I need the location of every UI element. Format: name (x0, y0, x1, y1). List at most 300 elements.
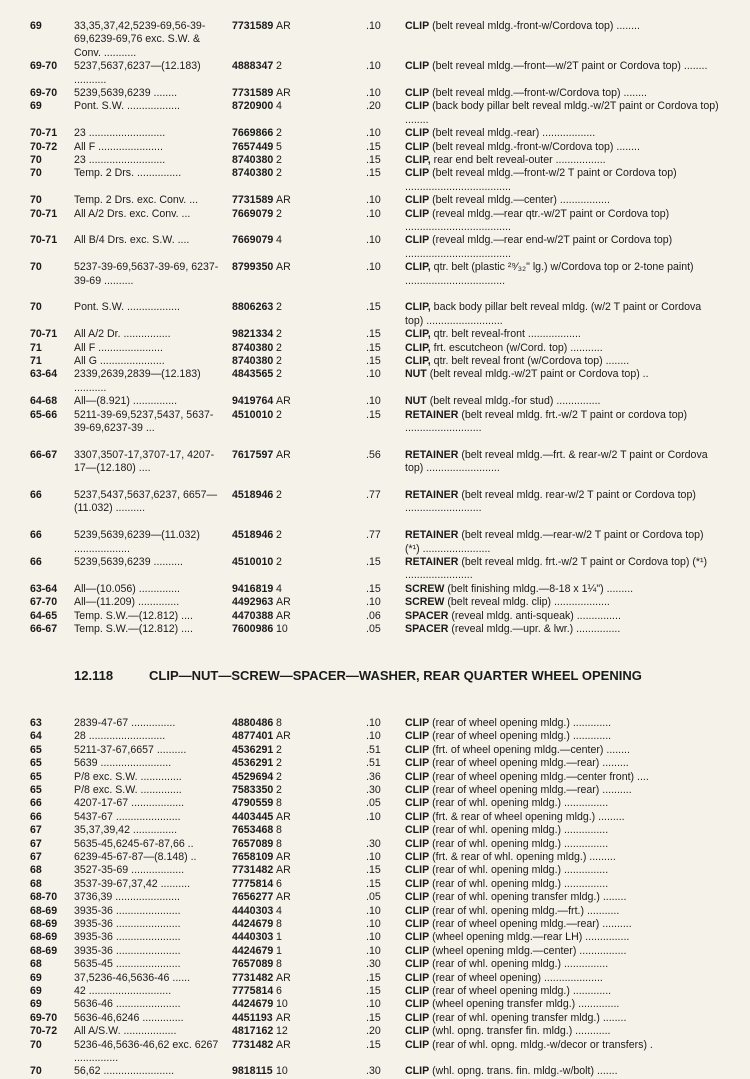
part-name: CLIP (405, 194, 430, 207)
part-number: 4888347 (232, 60, 274, 73)
quantity: 2 (276, 489, 282, 501)
model-year: 67 (30, 851, 42, 863)
part-number: 7669079 (232, 234, 274, 247)
part-number: 7657089 (232, 958, 274, 971)
quantity: 8 (276, 918, 282, 930)
price: .10 (366, 931, 381, 944)
part-description (405, 851, 721, 864)
table-row (0, 878, 750, 891)
quantity: 12 (276, 1025, 288, 1038)
quantity: 4 (276, 100, 282, 113)
quantity: AR (276, 971, 291, 984)
part-detail: (belt reveal mldg.—front-w/2 T paint or Cordova top) .................................... (405, 167, 677, 193)
part-number: 4518946 (232, 489, 274, 501)
part-number: 4492963 (232, 596, 274, 609)
table-row (0, 301, 750, 328)
part-detail: (reveal mldg.—rear qtr.-w/2T paint or Cordova top) .................................... (405, 207, 670, 233)
model-applicability: 3537-39-67,37,42 .......... (74, 877, 191, 890)
part-number: 4880486 (232, 717, 274, 729)
part-number: 8720900 (232, 100, 274, 113)
table-row (0, 449, 750, 489)
price: .20 (366, 1025, 381, 1038)
model-year: 70 (30, 1038, 42, 1051)
model-year: 64-68 (30, 395, 58, 408)
part-name: CLIP (405, 757, 430, 770)
model-applicability: 23 .......................... (74, 154, 166, 166)
table-row (0, 958, 750, 971)
part-name: RETAINER (405, 556, 459, 568)
model-applicability: 5239,5639,6239—(11.032) ................... (74, 529, 200, 555)
table-row (0, 945, 750, 958)
part-description (405, 489, 721, 516)
quantity: 1 (276, 931, 282, 944)
part-description (405, 878, 721, 891)
quantity: 2 (276, 154, 282, 166)
part-name: CLIP (405, 971, 430, 984)
part-name: CLIP, (405, 355, 431, 367)
model-applicability: 35,37,39,42 ............... (74, 824, 178, 837)
model-year: 69 (30, 971, 42, 984)
model-applicability: Temp. S.W.—(12.812) .... (74, 623, 193, 635)
model-year: 68-69 (30, 904, 58, 917)
table-row (0, 194, 750, 207)
price: .15 (366, 328, 381, 341)
table-row (0, 596, 750, 609)
part-description (405, 583, 721, 596)
part-description (405, 556, 721, 583)
model-applicability: 5239,5639,6239 .......... (74, 556, 183, 568)
part-description (405, 100, 721, 127)
table-row (0, 744, 750, 757)
model-year: 70 (30, 167, 42, 180)
model-year: 68-69 (30, 931, 58, 944)
part-detail: rear end belt reveal-outer ................. (433, 154, 606, 166)
part-detail: (rear of whl. opening mldg.) ............... (432, 797, 609, 810)
model-applicability: 5437-67 ...................... (74, 810, 181, 823)
part-number: 7731589 (232, 20, 274, 32)
model-applicability: 3935-36 ...................... (74, 931, 181, 944)
model-applicability: 3935-36 ...................... (74, 904, 181, 917)
table-row (0, 1065, 750, 1078)
part-name: CLIP (405, 944, 430, 957)
model-applicability: All—(8.921) ............... (74, 395, 178, 408)
part-description (405, 744, 721, 757)
part-number: 4817162 (232, 1025, 274, 1038)
part-description (405, 87, 721, 100)
part-detail: frt. escutcheon (w/Cord. top) ........... (433, 341, 603, 354)
price: .05 (366, 797, 381, 810)
part-name: CLIP (405, 1038, 430, 1051)
part-number: 4536291 (232, 743, 274, 756)
part-name: RETAINER (405, 448, 459, 461)
part-name: CLIP (405, 167, 430, 180)
price: .77 (366, 489, 381, 501)
model-applicability: 5237,5637,6237—(12.183) ........... (74, 60, 201, 86)
price: .15 (366, 864, 381, 877)
price: .10 (366, 717, 381, 729)
price: .10 (366, 20, 381, 32)
part-detail: (rear of wheel opening mldg.) ............. (432, 985, 612, 997)
model-applicability: 23 .......................... (74, 127, 166, 140)
price: .10 (366, 904, 381, 917)
table-row (0, 717, 750, 730)
table-row (0, 1012, 750, 1025)
table-row (0, 918, 750, 931)
part-description (405, 1065, 721, 1078)
part-number: 4424679 (232, 998, 274, 1011)
part-name: CLIP (405, 810, 430, 823)
model-year: 66-67 (30, 448, 58, 461)
quantity: 8 (276, 797, 282, 810)
part-description (405, 918, 721, 931)
part-detail: (rear of whl. opng. mldg.-w/decor or transfers) . (432, 1038, 653, 1051)
quantity: 10 (276, 1065, 288, 1078)
part-detail: (belt reveal mldg. frt.-w/2 T paint or cordova top) .......................... (405, 408, 688, 434)
part-description (405, 811, 721, 824)
model-year: 68-70 (30, 891, 58, 904)
part-description (405, 1025, 721, 1038)
quantity: 2 (276, 743, 282, 756)
quantity: 2 (276, 355, 282, 367)
part-detail: (belt reveal mldg.-front-w/Cordova top) ........ (432, 20, 640, 32)
quantity: 2 (276, 301, 282, 314)
quantity: 2 (276, 328, 282, 341)
price: .15 (366, 154, 381, 166)
part-number: 4403445 (232, 810, 274, 823)
part-number: 9821334 (232, 328, 274, 341)
part-name: RETAINER (405, 529, 459, 542)
part-description (405, 328, 721, 341)
part-number: 4424679 (232, 918, 274, 930)
part-name: CLIP (405, 730, 430, 743)
model-applicability: 2839-47-67 ............... (74, 717, 176, 729)
part-description (405, 838, 721, 851)
price: .30 (366, 1065, 381, 1078)
quantity: AR (276, 261, 291, 274)
table-row (0, 730, 750, 743)
model-applicability: All F ...................... (74, 140, 163, 153)
part-detail: (belt reveal mldg.—front—w/2T paint or Cordova top) ........ (432, 60, 708, 73)
part-detail: (wheel opening mldg.—rear LH) ............... (432, 931, 630, 944)
table-row (0, 154, 750, 167)
part-description (405, 824, 721, 837)
table-row (0, 811, 750, 824)
model-applicability: 37,5236-46,5636-46 ...... (74, 971, 191, 984)
part-detail: (whl. opng. trans. fin. mldg.-w/bolt) ....... (432, 1065, 618, 1078)
price: .10 (366, 730, 381, 743)
part-description (405, 596, 721, 609)
model-applicability: 42 ............................ (74, 985, 172, 997)
price: .10 (366, 851, 381, 863)
part-name: CLIP (405, 998, 430, 1011)
quantity: AR (276, 1011, 291, 1024)
model-year: 66 (30, 556, 42, 568)
model-applicability: 2339,2639,2839—(12.183) ........... (74, 368, 201, 394)
model-applicability: 28 .......................... (74, 730, 166, 743)
part-detail: (reveal mldg. anti-squeak) ............... (451, 609, 621, 622)
part-detail: (belt reveal mldg. frt.-w/2 T paint or Cordova top) (*¹) ....................... (405, 556, 708, 582)
part-name: CLIP, (405, 341, 431, 354)
part-name: CLIP (405, 797, 430, 810)
model-year: 69 (30, 100, 42, 113)
quantity: 2 (276, 127, 282, 140)
part-name: CLIP (405, 717, 430, 729)
model-year: 70 (30, 301, 42, 314)
price: .15 (366, 301, 381, 314)
model-year: 69-70 (30, 1011, 58, 1024)
part-name: CLIP (405, 904, 430, 917)
table-row (0, 757, 750, 770)
part-number: 4440303 (232, 904, 274, 917)
part-name: CLIP (405, 87, 430, 99)
quantity: AR (276, 20, 291, 32)
part-name: CLIP (405, 140, 430, 153)
part-number: 7658109 (232, 851, 274, 863)
part-name: CLIP (405, 60, 430, 73)
price: .15 (366, 985, 381, 997)
part-description (405, 1012, 721, 1025)
price: .10 (366, 368, 381, 381)
quantity: AR (276, 596, 291, 609)
part-detail: (frt. & rear of whl. opening mldg.) ......... (432, 851, 616, 863)
part-name: CLIP (405, 918, 430, 930)
part-description (405, 998, 721, 1011)
part-description (405, 610, 721, 623)
table-row (0, 797, 750, 810)
model-year: 69 (30, 985, 42, 997)
part-name: CLIP (405, 127, 430, 140)
part-detail: (rear of wheel opening mldg.—rear) .......... (432, 918, 632, 930)
table-row (0, 1025, 750, 1038)
price: .15 (366, 582, 381, 595)
part-number: 7617597 (232, 448, 274, 461)
model-applicability: Pont. S.W. .................. (74, 100, 180, 113)
model-applicability: P/8 exc. S.W. .............. (74, 784, 182, 796)
part-detail: (wheel opening transfer mldg.) .............. (432, 998, 620, 1011)
part-name: CLIP (405, 1025, 430, 1038)
quantity: 2 (276, 784, 282, 796)
part-name: CLIP (405, 1065, 430, 1078)
table-row (0, 328, 750, 341)
table-row (0, 208, 750, 235)
table-row (0, 60, 750, 87)
table-row (0, 234, 750, 261)
part-detail: (rear of wheel opening mldg.—rear) ......... (432, 757, 629, 770)
part-description (405, 623, 721, 636)
part-detail: (belt reveal mldg.-w/2T paint or Cordova top) .. (429, 368, 649, 381)
model-year: 70-71 (30, 234, 58, 247)
part-number: 4510010 (232, 556, 274, 568)
quantity: 2 (276, 757, 282, 770)
part-name: RETAINER (405, 489, 459, 501)
model-applicability: 5635-45,6245-67-87,66 .. (74, 837, 194, 850)
part-detail: (belt reveal mldg.—rear-w/2 T paint or Cordova top) (*¹) ....................... (405, 529, 704, 555)
quantity: 2 (276, 368, 282, 381)
price: .06 (366, 609, 381, 622)
model-applicability: 5239,5639,6239 ........ (74, 87, 178, 99)
part-description (405, 958, 721, 971)
model-applicability: 5236-46,5636-46,62 exc. 6267 ............... (74, 1038, 219, 1064)
quantity: 8 (276, 824, 282, 837)
part-detail: (rear of whl. opening transfer mldg.) ........ (432, 891, 627, 904)
part-name: CLIP (405, 770, 430, 783)
model-applicability: All A/2 Dr. ................ (74, 328, 171, 341)
part-detail: (belt finishing mldg.—8-18 x 1¼") ......... (447, 582, 634, 595)
price: .10 (366, 127, 381, 140)
model-applicability: 33,35,37,42,5239-69,56-39-69,6239-69,76 exc. S.W. & Conv. ........... (74, 20, 206, 59)
quantity: 5 (276, 140, 282, 153)
part-description (405, 931, 721, 944)
part-name: CLIP, (405, 261, 431, 274)
table-row (0, 342, 750, 355)
part-number: 7731482 (232, 1038, 274, 1051)
price: .15 (366, 1038, 381, 1051)
part-number: 8740380 (232, 341, 274, 354)
price: .15 (366, 1011, 381, 1024)
part-name: CLIP (405, 20, 430, 32)
part-name: CLIP, (405, 301, 431, 314)
section-number: 12.118 (74, 668, 114, 683)
model-applicability: All—(11.209) .............. (74, 596, 180, 609)
part-description (405, 368, 721, 381)
quantity: AR (276, 810, 291, 823)
part-detail: (rear of whl. opening transfer mldg.) ........ (432, 1011, 627, 1024)
table-row (0, 891, 750, 904)
part-description (405, 945, 721, 958)
quantity: 10 (276, 998, 288, 1011)
part-description (405, 355, 721, 368)
model-applicability: All A/S.W. .................. (74, 1025, 177, 1038)
part-description (405, 730, 721, 743)
part-name: NUT (405, 395, 427, 408)
price: .15 (366, 556, 381, 568)
part-number: 7731482 (232, 864, 274, 877)
part-detail: (rear of whl. opening mldg.) ............... (432, 864, 609, 877)
model-year: 70 (30, 194, 42, 207)
quantity: 2 (276, 556, 282, 568)
table-row (0, 100, 750, 127)
table-row (0, 368, 750, 395)
quantity: 2 (276, 167, 282, 180)
price: .10 (366, 261, 381, 274)
model-year: 69-70 (30, 60, 58, 73)
part-detail: (belt reveal mldg.-for stud) ............... (429, 395, 601, 408)
part-description (405, 167, 721, 194)
model-year: 70-71 (30, 207, 58, 220)
part-detail: (rear of wheel opening mldg.—center front) .... (432, 770, 649, 783)
part-description (405, 60, 721, 73)
price: .10 (366, 60, 381, 73)
part-name: CLIP (405, 207, 430, 220)
part-detail: qtr. belt reveal-front .................. (433, 328, 581, 341)
price: .77 (366, 529, 381, 542)
table-row (0, 864, 750, 877)
part-detail: (belt reveal mldg.-front-w/Cordova top) ........ (432, 140, 640, 153)
part-detail: (rear of whl. opening mldg.) ............... (432, 837, 609, 850)
part-number: 9419764 (232, 395, 274, 408)
part-detail: (frt. & rear of wheel opening mldg.) ......... (432, 810, 625, 823)
part-number: 7600986 (232, 623, 274, 635)
table-row (0, 851, 750, 864)
part-name: CLIP (405, 824, 430, 837)
quantity: AR (276, 730, 291, 743)
model-year: 63 (30, 717, 42, 729)
model-year: 64 (30, 730, 42, 743)
part-number: 7657449 (232, 140, 274, 153)
part-detail: back body pillar belt reveal mldg. (w/2 T paint or Cordova top) .......................... (405, 301, 702, 327)
quantity: 2 (276, 770, 282, 783)
part-number: 4790559 (232, 797, 274, 810)
part-description (405, 208, 721, 235)
part-description (405, 972, 721, 985)
part-detail: (belt reveal mldg.-rear) .................. (432, 127, 596, 140)
price: .05 (366, 623, 381, 635)
part-name: RETAINER (405, 408, 459, 421)
part-detail: qtr. belt (plastic ²⁹⁄₃₂" lg.) w/Cordova top or 2-tone paint) .................................. (405, 261, 694, 287)
model-applicability: 5636-46,6246 .............. (74, 1011, 184, 1024)
model-year: 69 (30, 20, 42, 32)
price: .10 (366, 810, 381, 823)
part-number: 7656277 (232, 891, 274, 904)
model-year: 63-64 (30, 582, 58, 595)
quantity: 4 (276, 234, 282, 247)
model-year: 70-72 (30, 1025, 58, 1038)
part-name: CLIP (405, 100, 430, 113)
price: .15 (366, 408, 381, 421)
part-detail: (reveal mldg.—upr. & lwr.) ............... (451, 623, 621, 635)
model-year: 69-70 (30, 87, 58, 99)
part-detail: (wheel opening mldg.—center) ................ (432, 944, 627, 957)
price: .56 (366, 448, 381, 461)
model-year: 70-71 (30, 127, 58, 140)
table-row (0, 489, 750, 529)
part-number: 7669079 (232, 207, 274, 220)
price: .30 (366, 784, 381, 796)
price: .15 (366, 355, 381, 367)
part-number: 4536291 (232, 757, 274, 770)
quantity: 6 (276, 877, 282, 890)
quantity: AR (276, 448, 291, 461)
model-applicability: 5636-46 ...................... (74, 998, 181, 1011)
part-name: CLIP (405, 877, 430, 890)
model-year: 66 (30, 810, 42, 823)
quantity: 8 (276, 717, 282, 729)
part-detail: (back body pillar belt reveal mldg.-w/2T paint or Cordova top) ........ (405, 100, 719, 126)
part-detail: (belt reveal mldg. rear-w/2 T paint or Cordova top) .......................... (405, 489, 696, 515)
part-detail: (rear of wheel opening) .................... (432, 971, 603, 984)
model-applicability: 5635-45 ...................... (74, 958, 181, 971)
part-description (405, 717, 721, 730)
part-number: 4843565 (232, 368, 274, 381)
part-name: CLIP (405, 837, 430, 850)
part-number: 8740380 (232, 154, 274, 166)
price: .10 (366, 194, 381, 207)
model-year: 69 (30, 998, 42, 1011)
part-description (405, 905, 721, 918)
part-number: 7583350 (232, 784, 274, 796)
part-number: 8799350 (232, 261, 274, 274)
table-row (0, 985, 750, 998)
model-year: 70-71 (30, 328, 58, 341)
model-year: 70 (30, 1065, 42, 1078)
quantity: 6 (276, 985, 282, 997)
model-year: 66-67 (30, 623, 58, 635)
part-number: 9818115 (232, 1065, 273, 1078)
table-row (0, 771, 750, 784)
part-description (405, 449, 721, 476)
quantity: AR (276, 1038, 291, 1051)
quantity: AR (276, 87, 291, 99)
